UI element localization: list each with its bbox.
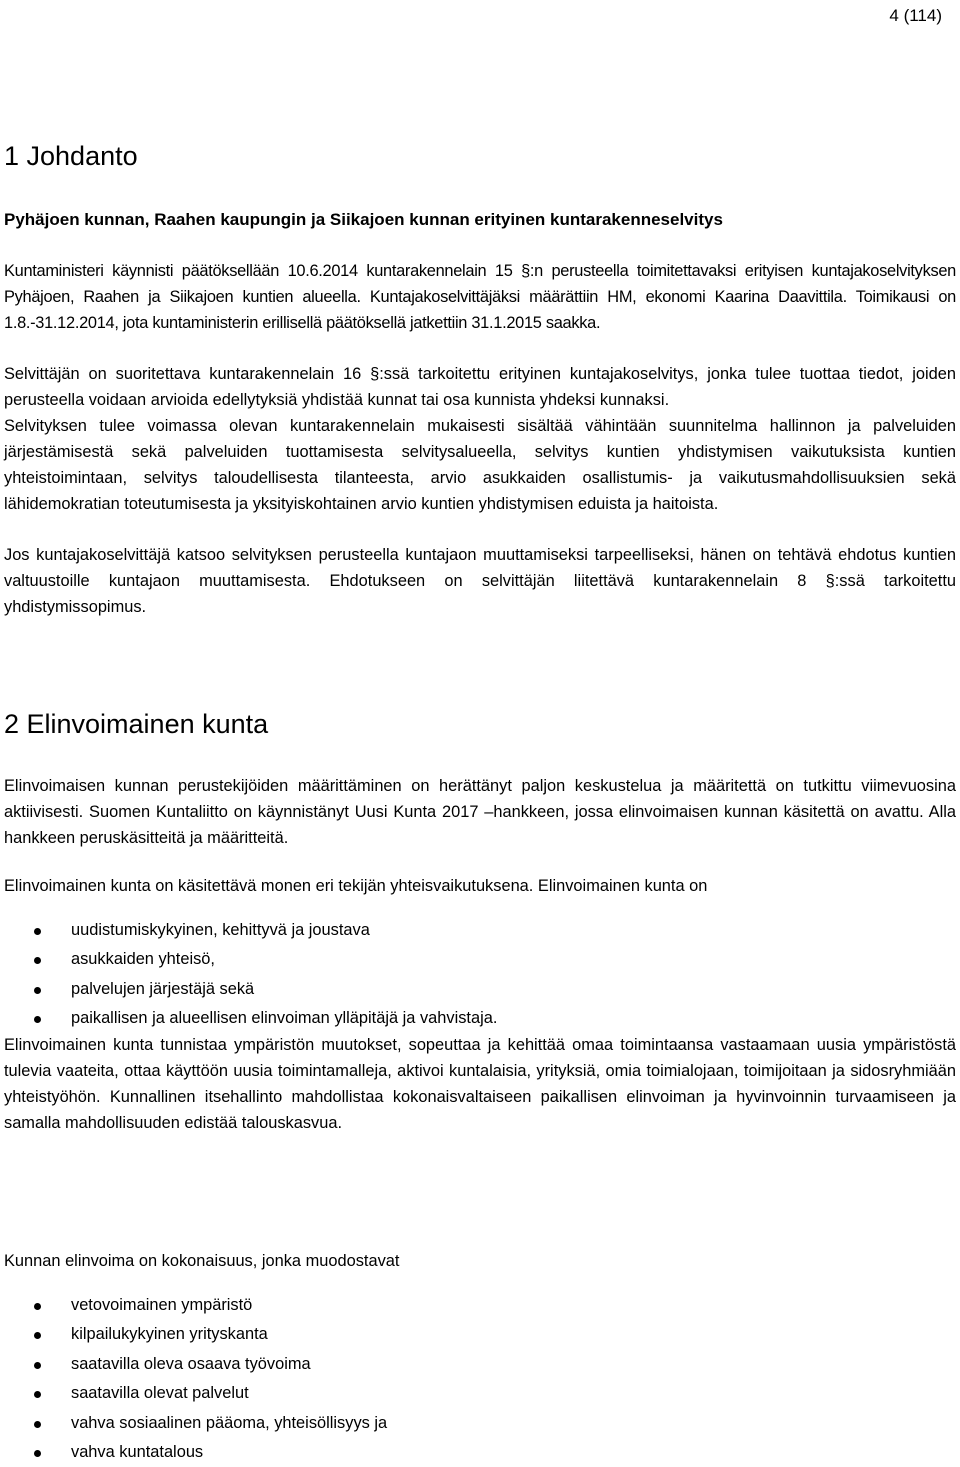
bullet-icon bbox=[34, 1450, 41, 1457]
list-item: kilpailukykyinen yrityskanta bbox=[4, 1320, 387, 1349]
list-item: palvelujen järjestäjä sekä bbox=[4, 975, 497, 1004]
list-item: saatavilla oleva osaava työvoima bbox=[4, 1350, 387, 1379]
bullet-icon bbox=[34, 1362, 41, 1369]
list-item: vahva kuntatalous bbox=[4, 1438, 387, 1467]
section-2-paragraph-2: Elinvoimainen kunta on käsitettävä monen eri tekijän yhteisvaikutuksena. Elinvoimainen kunta on bbox=[4, 877, 708, 895]
list-item: vahva sosiaalinen pääoma, yhteisöllisyys ja bbox=[4, 1409, 387, 1438]
bullet-icon bbox=[34, 928, 41, 935]
bullet-icon bbox=[34, 987, 41, 994]
section-1-subheading: Pyhäjoen kunnan, Raahen kaupungin ja Siikajoen kunnan erityinen kuntarakenneselvitys bbox=[4, 210, 723, 229]
kunnan-elinvoima-list bbox=[4, 1291, 387, 1467]
section-1-paragraph-1: Kuntaministeri käynnisti päätöksellään 10.6.2014 kuntarakennelain 15 §:n perusteella toimitettavaksi erityisen kuntajakoselvityksen Pyhäjoen, Raahen ja Siikajoen kuntien alueella. Kuntajakoselvittäjäksi määrättiin HM, ekonomi Kaarina Daavittila. Toimikausi on 1.8.-31.12.2014, jota kuntaministerin erillisellä päätöksellä jatkettiin 31.1.2015 saakka. bbox=[4, 262, 956, 332]
section-2-heading: 2 Elinvoimainen kunta bbox=[4, 709, 269, 739]
section-1-paragraph-2: Selvittäjän on suoritettava kuntarakennelain 16 §:ssä tarkoitettu erityinen kuntajakoselvitys, jonka tulee tuottaa tiedot, joiden perusteella voidaan arvioida edellytyksiä yhdistää kunnat tai osa kunnista yhdeksi kunnaksi. bbox=[4, 365, 956, 409]
bullet-icon bbox=[34, 1391, 41, 1398]
section-2-paragraph-3: Elinvoimainen kunta tunnistaa ympäristön muutokset, sopeuttaa ja kehittää omaa toimintaansa vastaamaan uusia ympäristöstä tulevia vaateita, ottaa käyttöön uusia toimintamalleja, aktivoi kuntalaisia, yrityksiä, omia toimialojaan, toimijoitaan ja sidosryhmiään yhteistyöhön. Kunnallinen itsehallinto mahdollistaa kokonaisvaltaiseen paikallisen elinvoiman ja hyvinvoinnin turvaamiseen ja samalla mahdollisuuden edistää talouskasvua. bbox=[4, 1036, 956, 1132]
bullet-icon bbox=[34, 1303, 41, 1310]
bullet-icon bbox=[34, 957, 41, 964]
list-item: vetovoimainen ympäristö bbox=[4, 1291, 387, 1320]
page-number: 4 (114) bbox=[889, 6, 942, 25]
list-item: asukkaiden yhteisö, bbox=[4, 945, 497, 974]
section-2-paragraph-4: Kunnan elinvoima on kokonaisuus, jonka muodostavat bbox=[4, 1252, 400, 1270]
section-1-paragraph-3: Selvityksen tulee voimassa olevan kuntarakennelain mukaisesti sisältää vähintään suunnitelma hallinnon ja palveluiden järjestämisestä sekä palveluiden tuottamisesta selvitysalueella, selvitys kuntien yhdistymisen vaikutuksista kuntien yhteistoimintaan, selvitys taloudellisesta tilanteesta, arvio asukkaiden osallistumis- ja vaikutusmahdollisuuksien sekä lähidemokratian toteutumisesta ja yksityiskohtainen arvio kuntien yhdistymisen eduista ja haitoista. bbox=[4, 417, 956, 513]
bullet-icon bbox=[34, 1016, 41, 1023]
section-1-paragraph-4: Jos kuntajakoselvittäjä katsoo selvityksen perusteella kuntajaon muuttamiseksi tarpeelliseksi, hänen on tehtävä ehdotus kuntien valtuustoille kuntajaon muuttamisesta. Ehdotukseen on selvittäjän liitettävä kuntarakennelain 8 §:ssä tarkoitettu yhdistymissopimus. bbox=[4, 546, 956, 616]
section-2-paragraph-1: Elinvoimaisen kunnan perustekijöiden määrittäminen on herättänyt paljon keskustelua ja määritettä on tutkittu viimevuosina aktiivisesti. Suomen Kuntaliitto on käynnistänyt Uusi Kunta 2017 –hankkeen, jossa elinvoimaisen kunnan käsitettä on avattu. Alla hankkeen peruskäsitteitä ja määritteitä. bbox=[4, 777, 956, 847]
list-item: uudistumiskykyinen, kehittyvä ja joustava bbox=[4, 916, 497, 945]
bullet-icon bbox=[34, 1421, 41, 1428]
bullet-icon bbox=[34, 1332, 41, 1339]
list-item: saatavilla olevat palvelut bbox=[4, 1379, 387, 1408]
elinvoimainen-kunta-list bbox=[4, 916, 497, 1034]
list-item: paikallisen ja alueellisen elinvoiman ylläpitäjä ja vahvistaja. bbox=[4, 1004, 497, 1033]
section-1-heading: 1 Johdanto bbox=[4, 141, 138, 171]
